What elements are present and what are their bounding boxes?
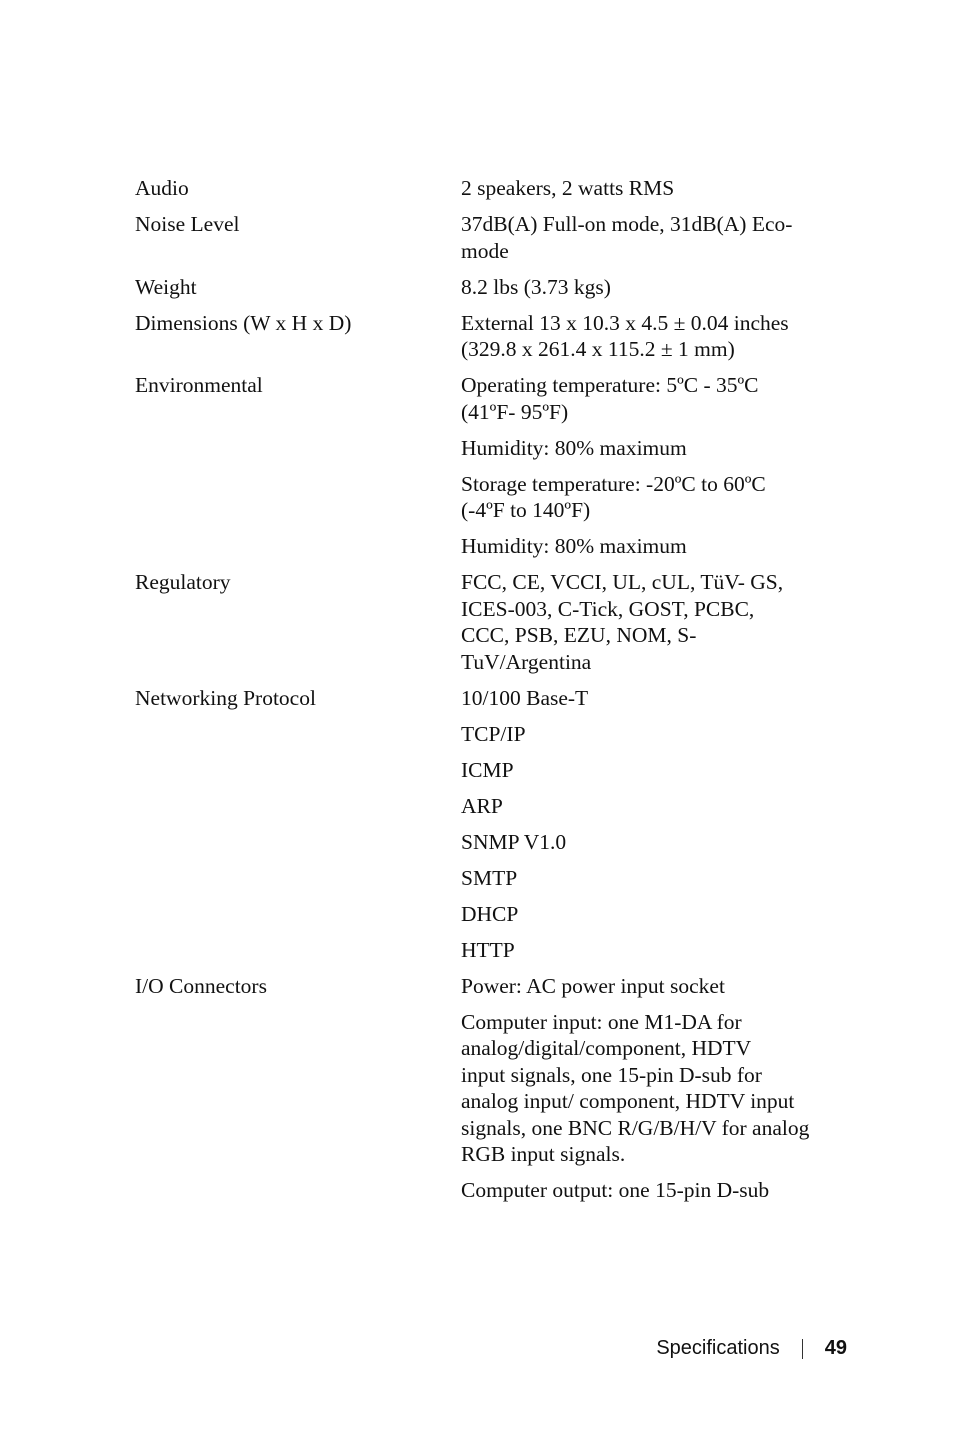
footer-divider [802,1339,803,1359]
spec-value: ARP [461,793,503,818]
spec-row [135,211,825,274]
spec-value: 37dB(A) Full-on mode, 31dB(A) Eco- mode [461,212,793,263]
spec-values [461,211,825,274]
spec-row [135,569,825,685]
spec-row [135,274,825,310]
spec-label: Networking Protocol [135,685,316,710]
spec-value: 8.2 lbs (3.73 kgs) [461,274,611,299]
spec-value: Power: AC power input socket [461,973,725,998]
spec-value: Humidity: 80% maximum [461,534,687,558]
spec-row [135,175,825,211]
spec-values [461,973,825,1214]
spec-value: SMTP [461,865,518,890]
spec-values [461,685,825,973]
spec-value: DHCP [461,901,519,926]
spec-label: Audio [135,176,189,200]
spec-value: 2 speakers, 2 watts RMS [461,176,675,200]
spec-label: Dimensions (W x H x D) [135,310,352,335]
specifications-table [135,175,825,1213]
spec-value: SNMP V1.0 [461,829,567,854]
spec-value: Humidity: 80% maximum [461,435,687,460]
spec-label: Weight [135,274,197,299]
spec-value: FCC, CE, VCCI, UL, cUL, TüV- GS, ICES-003, C-Tick, GOST, PCBC, CCC, PSB, EZU, NOM, S- TuV/Argentina [461,570,784,674]
page-number: 49 [824,1337,847,1359]
spec-values [461,175,825,211]
spec-value: ICMP [461,757,514,782]
spec-value: Computer input: one M1-DA for analog/digital/component, HDTV input signals, one 15-pin D-sub for analog input/ component, HDTV input signals, one BNC R/G/B/H/V for analog RGB input signals. [461,1009,810,1166]
spec-row [135,372,825,569]
spec-values [461,274,825,310]
spec-value: External 13 x 10.3 x 4.5 ± 0.04 inches (329.8 x 261.4 x 115.2 ± 1 mm) [461,310,789,361]
spec-value: 10/100 Base-T [461,685,589,710]
spec-label: Noise Level [135,212,240,236]
page-footer [656,1337,847,1360]
spec-label: Environmental [135,373,263,397]
spec-value: Computer output: one 15-pin D-sub [461,1178,770,1202]
footer-section-title: Specifications [656,1337,780,1359]
spec-values [461,569,825,685]
spec-values [461,310,825,373]
spec-label: Regulatory [135,570,231,594]
spec-value: Storage temperature: -20ºC to 60ºC (-4ºF to 140ºF) [461,471,766,522]
spec-row [135,310,825,373]
spec-row [135,973,825,1214]
spec-row [135,685,825,973]
spec-label: I/O Connectors [135,973,267,998]
spec-value: HTTP [461,937,515,962]
spec-value: Operating temperature: 5ºC - 35ºC (41ºF- 95ºF) [461,373,759,424]
spec-values [461,372,825,569]
spec-value: TCP/IP [461,721,526,746]
